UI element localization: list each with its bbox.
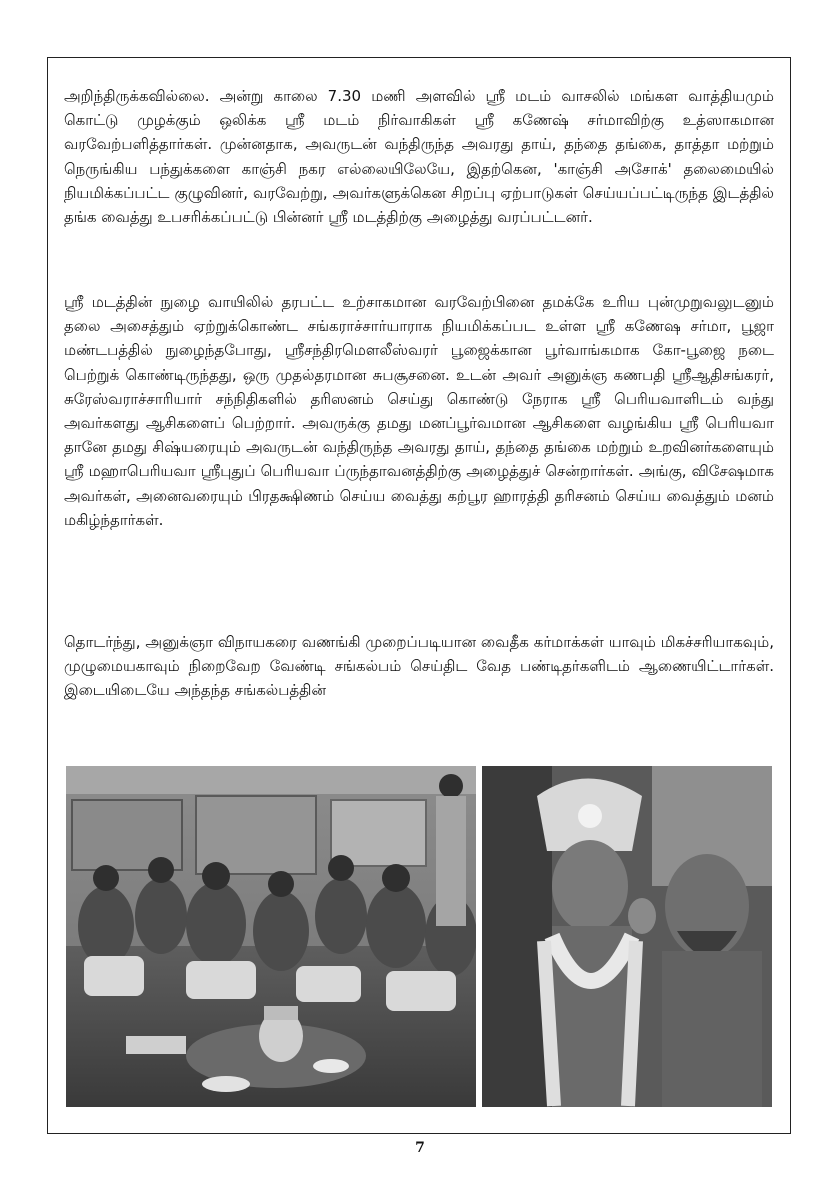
ritual-scene-illustration [66,766,476,1107]
page-number: 7 [415,1140,425,1156]
paragraph-1: அறிந்திருக்கவில்லை. அன்று காலை 7.30 மணி அளவில் ஸ்ரீ மடம் வாசலில் மங்கள வாத்தியமும் கொட்டு முழக்கும் ஒலிக்க ஸ்ரீ மடம் நிர்வாகிகள் ஸ்ரீ கணேஷ் சர்மாவிற்கு உத்ஸாகமான வரவேற்பளித்தார்கள். முன்னதாக, அவருடன் வந்திருந்த அவரது தாய், தந்தை தங்கை, தாத்தா மற்றும் நெருங்கிய பந்துக்களை காஞ்சி நகர எல்லையிலேயே, இதற்கென, 'காஞ்சி அசோக்' தலைமையில் நியமிக்கப்பட்ட குழுவினர், வரவேற்று, அவர்களுக்கென சிறப்பு ஏற்பாடுகள் செய்யப்பட்டிருந்த இடத்தில் தங்க வைத்து உபசரிக்கப்பட்டு பின்னர் ஸ்ரீ மடத்திற்கு அழைத்து வரப்பட்டனர். [64,87,774,227]
paragraph-3: தொடர்ந்து, அனுக்ஞா விநாயகரை வணங்கி முறைப்படியான வைதீக கர்மாக்கள் யாவும் மிகச்சரியாகவும், முழுமையகாவும் நிறைவேற வேண்டி சங்கல்பம் செய்திட வேத பண்டிதர்களிடம் ஆணையிட்டார்கள். இடையிடையே அந்தந்த சங்கல்பத்தின் [64,633,774,700]
portrait-photo [482,766,772,1107]
paragraph-2: ஸ்ரீ மடத்தின் நுழை வாயிலில் தரபட்ட உற்சாகமான வரவேற்பினை தமக்கே உரிய புன்முறுவலுடனும் தலை அசைத்தும் ஏற்றுக்கொண்ட சங்கராச்சார்யாராக நியமிக்கப்பட உள்ள ஸ்ரீ கணேஷ சர்மா, பூஜா மண்டபத்தில் நுழைந்தபோது, ஸ்ரீசந்திரமௌலீஸ்வரர் பூஜைக்கான பூர்வாங்கமாக கோ-பூஜை நடை பெற்றுக் கொண்டிருந்தது, ஒரு முதல்தரமான சுபசூசனை. உடன் அவர் அனுக்ஞ கணபதி ஸ்ரீஆதிசங்கரர், சுரேஸ்வராச்சாரியார் சந்நிதிகளில் தரிஸனம் செய்து கொண்டு நேராக ஸ்ரீ பெரியவாளிடம் வந்து அவர்களது ஆசிகளைப் பெற்றார். அவருக்கு தமது மனப்பூர்வமான ஆசிகளை வழங்கிய ஸ்ரீ பெரியவா தானே தமது சிஷ்யரையும் அவருடன் வந்திருந்த அவரது தாய், தந்தை தங்கை மற்றும் உறவினர்களையும் ஸ்ரீ மஹாபெரியவா ஸ்ரீபுதுப் பெரியவா ப்ருந்தாவனத்திற்கு அழைத்துச் சென்றார்கள். அங்கு, விசேஷமாக அவர்கள், அனைவரையும் பிரதக்ஷிணம் செய்ய வைத்து கற்பூர ஹாரத்தி தரிசனம் செய்ய வைத்தும் மனம் மகிழ்ந்தார்கள். [64,293,774,529]
ritual-group-photo [66,766,476,1107]
portrait-illustration [482,766,772,1107]
